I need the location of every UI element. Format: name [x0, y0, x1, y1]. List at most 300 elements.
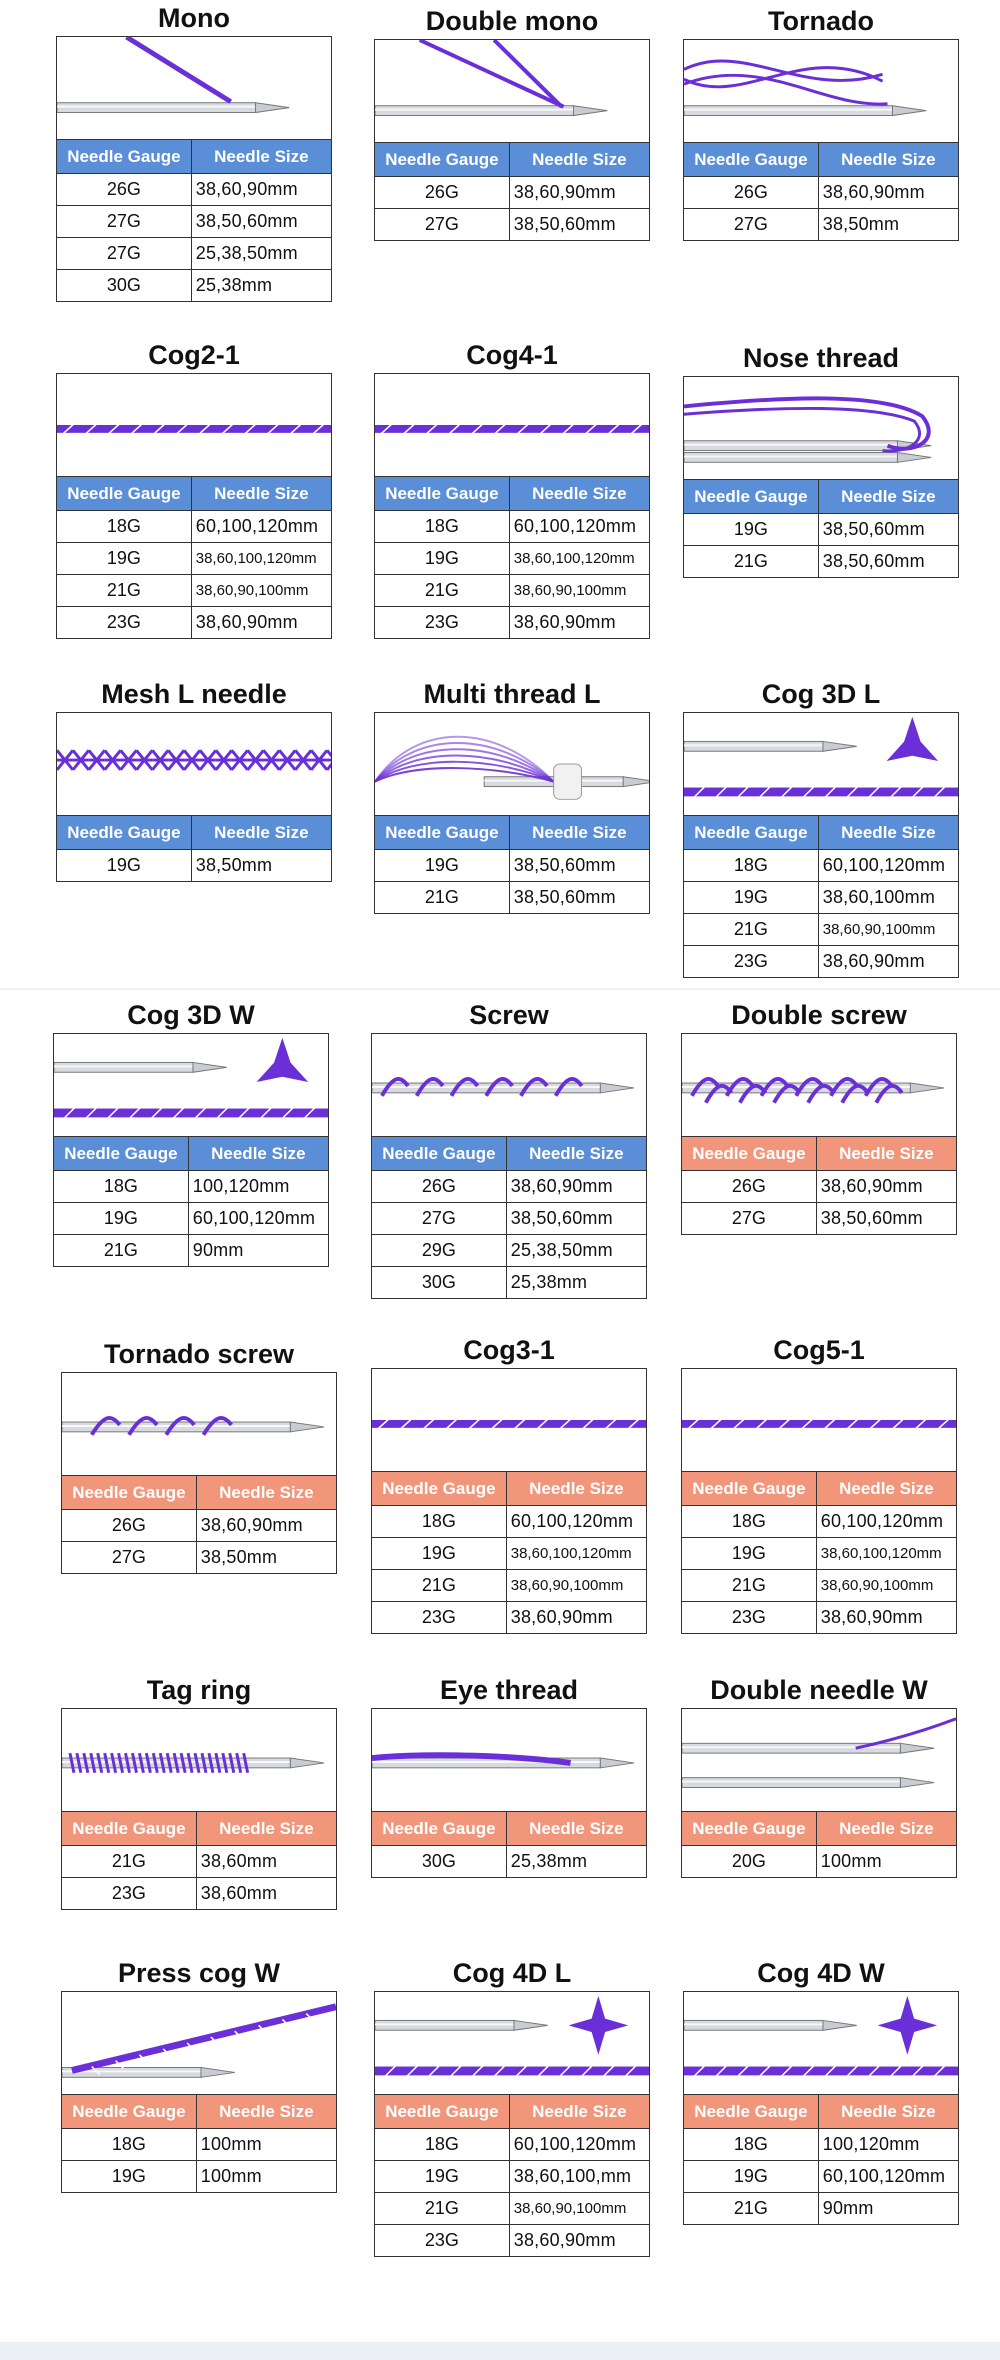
needle-size-cell: 25,38mm: [191, 270, 331, 302]
needle-gauge-cell: 19G: [54, 1203, 189, 1235]
needle-gauge-cell: 23G: [375, 2225, 510, 2257]
table-row: [372, 1171, 647, 1203]
needle-size-cell: 38,60,90,100mm: [816, 1570, 956, 1602]
needle-gauge-header: Needle Gauge: [375, 477, 510, 511]
needle-gauge-cell: 23G: [682, 1602, 817, 1634]
needle-gauge-header: Needle Gauge: [375, 143, 510, 177]
needle-gauge-cell: 18G: [375, 2129, 510, 2161]
needle-gauge-cell: 27G: [57, 206, 192, 238]
double-screw-needle-icon: [682, 1034, 956, 1136]
product-title: Mono: [158, 3, 230, 33]
needle-gauge-cell: 20G: [682, 1846, 817, 1878]
needle-gauge-cell: 21G: [62, 1846, 197, 1878]
needle-gauge-cell: 21G: [54, 1235, 189, 1267]
needle-gauge-cell: 30G: [372, 1846, 507, 1878]
table-row: [54, 1171, 329, 1203]
spec-table: [681, 1812, 957, 1878]
needle-gauge-cell: 19G: [375, 850, 510, 882]
needle-size-cell: 38,50,60mm: [818, 514, 958, 546]
product-title: Tornado: [768, 6, 874, 36]
table-row: [682, 1203, 957, 1235]
needle-gauge-cell: 18G: [54, 1171, 189, 1203]
needle-gauge-header: Needle Gauge: [372, 1812, 507, 1846]
spec-table: [56, 140, 332, 302]
needle-gauge-header: Needle Gauge: [684, 816, 819, 850]
needle-size-cell: 38,60,90mm: [191, 607, 331, 639]
needle-size-cell: 60,100,120mm: [509, 2129, 649, 2161]
spec-table: [371, 1137, 647, 1299]
needle-size-header: Needle Size: [816, 1472, 956, 1506]
needle-size-cell: 38,50mm: [818, 209, 958, 241]
needle-gauge-header: Needle Gauge: [684, 2095, 819, 2129]
needle-size-cell: 90mm: [818, 2193, 958, 2225]
needle-gauge-cell: 21G: [375, 575, 510, 607]
table-row: [375, 2161, 650, 2193]
table-row: [57, 607, 332, 639]
needle-gauge-cell: 21G: [682, 1570, 817, 1602]
table-row: [684, 209, 959, 241]
needle-size-cell: 38,60,100,120mm: [191, 543, 331, 575]
needle-gauge-header: Needle Gauge: [684, 480, 819, 514]
table-row: [372, 1506, 647, 1538]
product-title: Tornado screw: [103, 1339, 295, 1369]
needle-size-cell: 38,50,60mm: [509, 850, 649, 882]
needle-gauge-header: Needle Gauge: [372, 1472, 507, 1506]
needle-gauge-cell: 21G: [375, 2193, 510, 2225]
product-title: Cog 4D L: [452, 1958, 572, 1988]
spec-table: [681, 1137, 957, 1235]
table-row: [372, 1602, 647, 1634]
table-row: [372, 1235, 647, 1267]
product-title: Nose thread: [742, 343, 900, 373]
table-row: [684, 850, 959, 882]
needle-size-cell: 25,38,50mm: [191, 238, 331, 270]
needle-size-cell: 60,100,120mm: [818, 2161, 958, 2193]
mesh-thread-icon: [57, 713, 331, 815]
needle-gauge-cell: 27G: [375, 209, 510, 241]
product-card: [371, 997, 647, 1299]
needle-size-cell: 38,60,90mm: [818, 946, 958, 978]
needle-size-cell: 38,60,90mm: [191, 174, 331, 206]
product-title: Cog3-1: [463, 1335, 555, 1365]
product-card: [371, 1332, 647, 1634]
press-cog-needle-icon: [62, 1992, 336, 2094]
needle-size-cell: 38,60,100,120mm: [506, 1538, 646, 1570]
product-title: Double needle W: [710, 1675, 928, 1705]
product-title: Cog5-1: [773, 1335, 865, 1365]
needle-gauge-cell: 21G: [372, 1570, 507, 1602]
needle-gauge-cell: 19G: [57, 543, 192, 575]
needle-size-header: Needle Size: [506, 1472, 646, 1506]
mono-needle-icon: [56, 36, 332, 140]
needle-size-cell: 38,60,90mm: [196, 1510, 336, 1542]
cog-thread-icon: [371, 1368, 647, 1472]
table-row: [375, 2129, 650, 2161]
needle-size-cell: 38,60,100,mm: [509, 2161, 649, 2193]
needle-gauge-cell: 27G: [62, 1542, 197, 1574]
table-row: [62, 2161, 337, 2193]
needle-gauge-cell: 21G: [375, 882, 510, 914]
product-card: [374, 3, 650, 241]
table-row: [372, 1846, 647, 1878]
needle-gauge-header: Needle Gauge: [682, 1472, 817, 1506]
needle-size-cell: 60,100,120mm: [509, 511, 649, 543]
needle-gauge-cell: 19G: [372, 1538, 507, 1570]
needle-gauge-cell: 26G: [62, 1510, 197, 1542]
double-screw-needle-icon: [681, 1033, 957, 1137]
press-cog-needle-icon: [61, 1991, 337, 2095]
needle-gauge-cell: 23G: [684, 946, 819, 978]
table-row: [375, 882, 650, 914]
needle-size-cell: 38,60,90,100mm: [509, 2193, 649, 2225]
needle-size-cell: 38,50,60mm: [818, 546, 958, 578]
needle-gauge-cell: 23G: [62, 1878, 197, 1910]
needle-gauge-cell: 19G: [375, 543, 510, 575]
needle-size-cell: 38,60,90mm: [509, 177, 649, 209]
product-title: Cog2-1: [148, 340, 240, 370]
table-row: [375, 607, 650, 639]
needle-size-header: Needle Size: [818, 816, 958, 850]
needle-size-cell: 38,60,90mm: [506, 1171, 646, 1203]
needle-gauge-cell: 23G: [57, 607, 192, 639]
spec-table: [56, 477, 332, 639]
table-row: [57, 238, 332, 270]
table-row: [684, 177, 959, 209]
needle-gauge-cell: 21G: [57, 575, 192, 607]
table-row: [57, 511, 332, 543]
product-card: [374, 1955, 650, 2257]
tornado-needle-icon: [684, 40, 958, 142]
table-row: [684, 514, 959, 546]
tornado-screw-needle-icon: [61, 1372, 337, 1476]
cog-thread-icon: [372, 1369, 646, 1471]
table-row: [57, 850, 332, 882]
mono-needle-icon: [57, 37, 331, 139]
product-title: Cog 3D L: [761, 679, 881, 709]
spec-table: [374, 143, 650, 241]
needle-gauge-cell: 26G: [372, 1171, 507, 1203]
spec-table: [53, 1137, 329, 1267]
needle-size-cell: 100,120mm: [188, 1171, 328, 1203]
mesh-thread-icon: [56, 712, 332, 816]
spec-table: [371, 1812, 647, 1878]
needle-size-header: Needle Size: [506, 1812, 646, 1846]
product-card: [371, 1672, 647, 1878]
product-card: [53, 997, 329, 1267]
needle-size-cell: 38,60,90mm: [509, 2225, 649, 2257]
table-row: [375, 209, 650, 241]
needle-size-cell: 38,60,90mm: [509, 607, 649, 639]
needle-gauge-cell: 29G: [372, 1235, 507, 1267]
needle-size-header: Needle Size: [196, 1476, 336, 1510]
product-card: [61, 1955, 337, 2193]
cog-thread-icon: [56, 373, 332, 477]
table-row: [62, 1542, 337, 1574]
cog-3d-needle-icon: [53, 1033, 329, 1137]
product-card: [683, 3, 959, 241]
table-row: [684, 2129, 959, 2161]
needle-size-cell: 25,38mm: [506, 1846, 646, 1878]
eye-thread-needle-icon: [371, 1708, 647, 1812]
needle-gauge-header: Needle Gauge: [684, 143, 819, 177]
table-row: [684, 946, 959, 978]
needle-gauge-header: Needle Gauge: [682, 1137, 817, 1171]
needle-gauge-header: Needle Gauge: [62, 1812, 197, 1846]
nose-thread-needle-icon: [683, 376, 959, 480]
product-card: [56, 676, 332, 882]
needle-size-cell: 38,60,90,100mm: [191, 575, 331, 607]
double-mono-needle-icon: [374, 39, 650, 143]
needle-gauge-cell: 27G: [684, 209, 819, 241]
needle-size-cell: 60,100,120mm: [191, 511, 331, 543]
needle-size-cell: 38,60,100mm: [818, 882, 958, 914]
needle-gauge-cell: 26G: [57, 174, 192, 206]
tag-ring-needle-icon: [62, 1709, 336, 1811]
needle-gauge-cell: 18G: [62, 2129, 197, 2161]
needle-gauge-cell: 27G: [57, 238, 192, 270]
product-card: [681, 997, 957, 1235]
needle-size-header: Needle Size: [188, 1137, 328, 1171]
table-row: [684, 2193, 959, 2225]
needle-size-header: Needle Size: [196, 1812, 336, 1846]
table-row: [684, 914, 959, 946]
needle-gauge-header: Needle Gauge: [62, 2095, 197, 2129]
needle-size-cell: 38,60,90mm: [816, 1602, 956, 1634]
cog-thread-icon: [57, 374, 331, 476]
needle-size-header: Needle Size: [816, 1812, 956, 1846]
cog-3d-needle-icon: [684, 713, 958, 815]
needle-size-cell: 38,60,90,100mm: [818, 914, 958, 946]
cog-3d-needle-icon: [54, 1034, 328, 1136]
needle-size-header: Needle Size: [509, 2095, 649, 2129]
table-row: [682, 1506, 957, 1538]
table-row: [57, 270, 332, 302]
product-card: [681, 1332, 957, 1634]
needle-size-cell: 38,60mm: [196, 1846, 336, 1878]
needle-size-cell: 38,50,60mm: [509, 882, 649, 914]
tag-ring-needle-icon: [61, 1708, 337, 1812]
needle-gauge-cell: 26G: [684, 177, 819, 209]
needle-size-cell: 25,38mm: [506, 1267, 646, 1299]
product-title: Cog 3D W: [127, 1000, 255, 1030]
needle-gauge-header: Needle Gauge: [62, 1476, 197, 1510]
needle-gauge-header: Needle Gauge: [57, 816, 192, 850]
needle-size-header: Needle Size: [816, 1137, 956, 1171]
cog-4d-needle-icon: [374, 1991, 650, 2095]
screw-needle-icon: [371, 1033, 647, 1137]
table-row: [57, 575, 332, 607]
needle-gauge-header: Needle Gauge: [57, 140, 192, 174]
needle-gauge-cell: 18G: [375, 511, 510, 543]
spec-table: [683, 2095, 959, 2225]
needle-size-cell: 38,50,60mm: [506, 1203, 646, 1235]
cog-thread-icon: [374, 373, 650, 477]
table-row: [375, 575, 650, 607]
needle-gauge-cell: 23G: [372, 1602, 507, 1634]
spec-table: [683, 816, 959, 978]
table-row: [682, 1171, 957, 1203]
product-card: [683, 676, 959, 978]
needle-size-cell: 25,38,50mm: [506, 1235, 646, 1267]
table-row: [62, 2129, 337, 2161]
needle-size-header: Needle Size: [818, 143, 958, 177]
table-row: [54, 1235, 329, 1267]
product-title: Screw: [469, 1000, 549, 1030]
needle-gauge-cell: 18G: [57, 511, 192, 543]
double-mono-needle-icon: [375, 40, 649, 142]
product-title: Eye thread: [439, 1675, 579, 1705]
product-title: Tag ring: [146, 1675, 252, 1705]
needle-gauge-cell: 30G: [57, 270, 192, 302]
needle-gauge-cell: 23G: [375, 607, 510, 639]
table-row: [372, 1538, 647, 1570]
table-row: [57, 174, 332, 206]
multi-thread-needle-icon: [375, 713, 649, 815]
table-row: [62, 1878, 337, 1910]
table-row: [682, 1570, 957, 1602]
section-divider: [0, 988, 1000, 990]
needle-gauge-header: Needle Gauge: [682, 1812, 817, 1846]
needle-size-cell: 60,100,120mm: [506, 1506, 646, 1538]
spec-table: [56, 816, 332, 882]
needle-gauge-cell: 19G: [62, 2161, 197, 2193]
table-row: [372, 1570, 647, 1602]
needle-size-cell: 38,60,100,120mm: [816, 1538, 956, 1570]
table-row: [375, 511, 650, 543]
needle-gauge-cell: 19G: [682, 1538, 817, 1570]
needle-size-cell: 38,60,90mm: [818, 177, 958, 209]
product-card: [683, 1955, 959, 2225]
needle-size-cell: 100,120mm: [818, 2129, 958, 2161]
needle-gauge-cell: 26G: [682, 1171, 817, 1203]
needle-size-cell: 38,50mm: [191, 850, 331, 882]
tornado-screw-needle-icon: [62, 1373, 336, 1475]
cog-3d-needle-icon: [683, 712, 959, 816]
table-row: [375, 850, 650, 882]
needle-size-cell: 60,100,120mm: [188, 1203, 328, 1235]
table-row: [682, 1538, 957, 1570]
table-row: [57, 206, 332, 238]
needle-size-cell: 60,100,120mm: [816, 1506, 956, 1538]
needle-gauge-cell: 19G: [684, 882, 819, 914]
cog-thread-icon: [681, 1368, 957, 1472]
table-row: [375, 543, 650, 575]
needle-size-cell: 38,60,90,100mm: [509, 575, 649, 607]
needle-gauge-header: Needle Gauge: [375, 816, 510, 850]
product-card: [374, 676, 650, 914]
needle-size-header: Needle Size: [506, 1137, 646, 1171]
double-needle-icon: [681, 1708, 957, 1812]
product-card: [681, 1672, 957, 1878]
needle-gauge-cell: 21G: [684, 2193, 819, 2225]
nose-thread-needle-icon: [684, 377, 958, 479]
table-row: [375, 177, 650, 209]
spec-table: [61, 1812, 337, 1910]
table-row: [684, 546, 959, 578]
needle-gauge-cell: 21G: [684, 914, 819, 946]
needle-gauge-header: Needle Gauge: [54, 1137, 189, 1171]
needle-gauge-cell: 19G: [684, 514, 819, 546]
needle-size-header: Needle Size: [818, 2095, 958, 2129]
product-title: Double screw: [731, 1000, 907, 1030]
cog-thread-icon: [375, 374, 649, 476]
needle-size-header: Needle Size: [509, 816, 649, 850]
table-row: [57, 543, 332, 575]
product-title: Press cog W: [117, 1958, 281, 1988]
needle-gauge-header: Needle Gauge: [57, 477, 192, 511]
table-row: [375, 2193, 650, 2225]
needle-size-cell: 38,50,60mm: [191, 206, 331, 238]
needle-size-cell: 100mm: [816, 1846, 956, 1878]
product-title: Cog 4D W: [757, 1958, 885, 1988]
needle-gauge-cell: 18G: [684, 2129, 819, 2161]
needle-gauge-cell: 30G: [372, 1267, 507, 1299]
cog-4d-needle-icon: [684, 1992, 958, 2094]
table-row: [375, 2225, 650, 2257]
table-row: [684, 882, 959, 914]
spec-table: [683, 480, 959, 578]
needle-size-header: Needle Size: [191, 477, 331, 511]
product-title: Multi thread L: [423, 679, 601, 709]
needle-gauge-cell: 26G: [375, 177, 510, 209]
needle-size-cell: 60,100,120mm: [818, 850, 958, 882]
needle-gauge-header: Needle Gauge: [372, 1137, 507, 1171]
table-row: [682, 1846, 957, 1878]
needle-size-cell: 100mm: [196, 2161, 336, 2193]
needle-size-header: Needle Size: [818, 480, 958, 514]
table-row: [372, 1267, 647, 1299]
needle-gauge-cell: 19G: [57, 850, 192, 882]
multi-thread-needle-icon: [374, 712, 650, 816]
needle-size-header: Needle Size: [509, 477, 649, 511]
needle-gauge-cell: 21G: [684, 546, 819, 578]
eye-thread-needle-icon: [372, 1709, 646, 1811]
needle-gauge-cell: 19G: [375, 2161, 510, 2193]
product-card: [56, 0, 332, 302]
needle-size-header: Needle Size: [191, 816, 331, 850]
spec-table: [374, 477, 650, 639]
needle-size-cell: 38,50,60mm: [816, 1203, 956, 1235]
product-card: [56, 337, 332, 639]
cog-thread-icon: [682, 1369, 956, 1471]
needle-gauge-cell: 18G: [682, 1506, 817, 1538]
needle-gauge-header: Needle Gauge: [375, 2095, 510, 2129]
needle-gauge-cell: 27G: [682, 1203, 817, 1235]
needle-gauge-cell: 27G: [372, 1203, 507, 1235]
table-row: [372, 1203, 647, 1235]
needle-size-cell: 90mm: [188, 1235, 328, 1267]
product-title: Double mono: [425, 6, 599, 36]
product-card: [683, 340, 959, 578]
spec-table: [683, 143, 959, 241]
table-row: [684, 2161, 959, 2193]
needle-gauge-cell: 18G: [372, 1506, 507, 1538]
spec-table: [61, 2095, 337, 2193]
needle-size-cell: 38,60,90mm: [816, 1171, 956, 1203]
needle-size-cell: 38,50mm: [196, 1542, 336, 1574]
needle-size-cell: 100mm: [196, 2129, 336, 2161]
product-title: Mesh L needle: [101, 679, 287, 709]
tornado-needle-icon: [683, 39, 959, 143]
spec-table: [374, 816, 650, 914]
spec-table: [681, 1472, 957, 1634]
screw-needle-icon: [372, 1034, 646, 1136]
product-title: Cog4-1: [466, 340, 558, 370]
spec-table: [61, 1476, 337, 1574]
needle-size-cell: 38,60,100,120mm: [509, 543, 649, 575]
product-card: [61, 1672, 337, 1910]
spec-table: [371, 1472, 647, 1634]
